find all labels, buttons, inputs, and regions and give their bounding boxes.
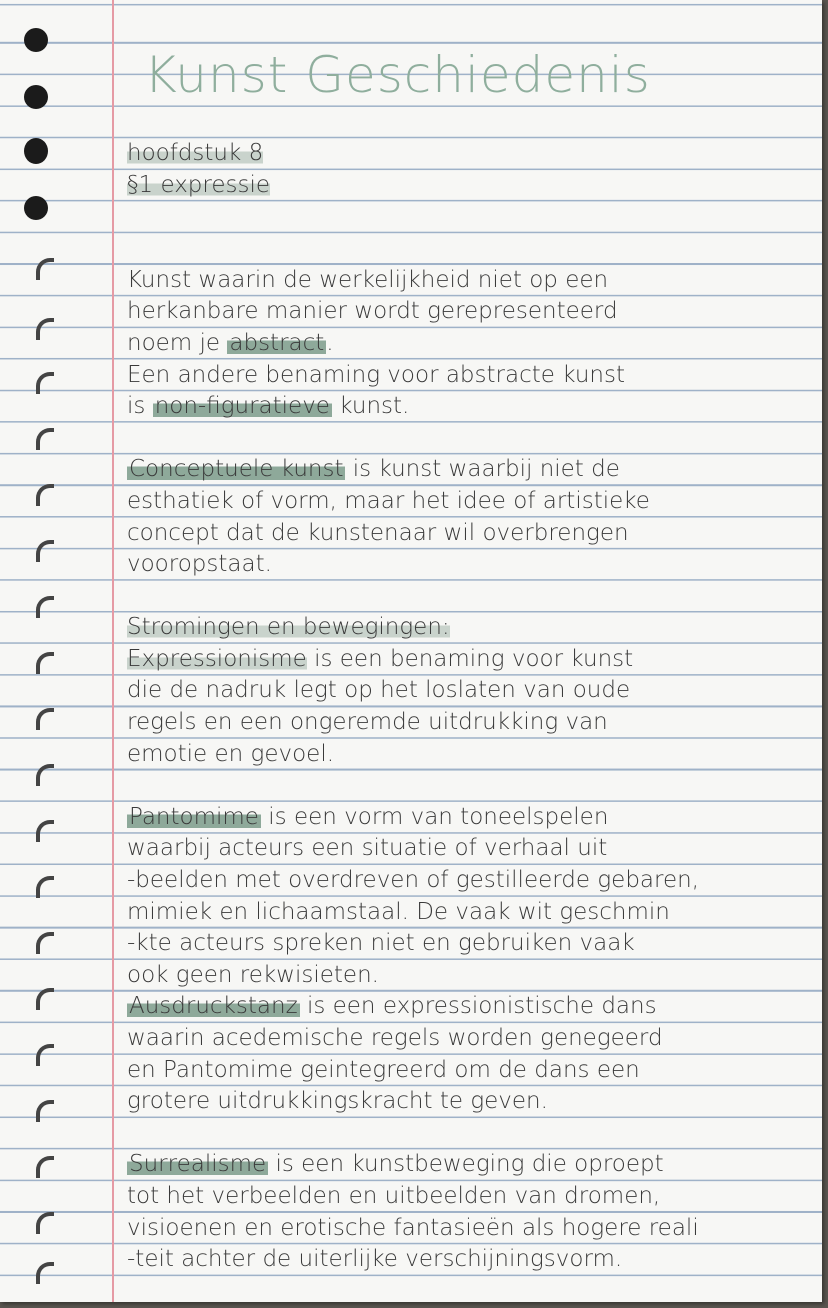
binder-ring <box>36 764 54 786</box>
text-line: concept dat de kunstenaar wil overbrengen <box>127 519 629 546</box>
binder-ring <box>36 932 54 954</box>
binder-ring <box>36 484 54 506</box>
term-pantomime: Pantomime <box>129 803 259 830</box>
text-fragment: noem je <box>127 329 228 356</box>
text-fragment: is een benaming voor kunst <box>306 645 634 672</box>
text-line: en Pantomime geintegreerd om de dans een <box>127 1056 640 1083</box>
text-fragment: is een expressionistische dans <box>299 993 657 1020</box>
binder-ring <box>36 820 54 842</box>
text-line: esthatiek of vorm, maar het idee of artistieke <box>127 487 650 514</box>
binder-ring <box>36 708 54 730</box>
text-line <box>127 644 817 676</box>
term-expressionisme: Expressionisme <box>127 645 307 672</box>
text-line <box>127 991 817 1023</box>
text-line: -teit achter de uiterlijke verschijningsvorm. <box>127 1246 623 1273</box>
binder-ring <box>36 876 54 898</box>
binder-hole <box>24 28 48 52</box>
binder-hole <box>24 138 48 164</box>
binder-ring <box>36 1156 54 1178</box>
binder-holes <box>0 0 80 1302</box>
text-line: Een andere benaming voor abstracte kunst <box>127 361 625 388</box>
section-label: §1 expressie <box>127 171 271 198</box>
text-line: -kte acteurs spreken niet en gebruiken vaak <box>127 930 635 957</box>
binder-ring <box>36 1100 54 1122</box>
binder-ring <box>36 540 54 562</box>
binder-ring <box>36 372 54 394</box>
binder-ring <box>36 1212 54 1234</box>
term-conceptuele-kunst: Conceptuele kunst <box>129 456 344 483</box>
section-heading <box>127 170 817 202</box>
text-line <box>127 802 817 834</box>
text-line: -beelden met overdreven of gestilleerde gebaren, <box>127 867 700 894</box>
binder-ring <box>36 596 54 618</box>
binder-ring <box>36 652 54 674</box>
text-line: Kunst waarin de werkelijkheid niet op een <box>127 266 609 293</box>
term-non-figuratief: non-figuratieve <box>154 393 330 420</box>
text-fragment: . <box>326 329 334 356</box>
binder-ring <box>36 988 54 1010</box>
text-line: herkanbare manier wordt gerepresenteerd <box>127 298 618 325</box>
binder-hole <box>24 196 48 220</box>
text-line <box>127 328 817 360</box>
text-line: ook geen rekwisieten. <box>127 961 379 988</box>
text-line <box>127 391 817 423</box>
text-line: visioenen en erotische fantasieën als hogere reali <box>127 1214 699 1241</box>
text-fragment: is een kunstbeweging die oproept <box>268 1151 664 1178</box>
binder-hole <box>24 85 48 109</box>
binder-ring <box>36 318 54 340</box>
term-surrealisme: Surrealisme <box>129 1151 267 1178</box>
text-line: mimiek en lichaamstaal. De vaak wit geschmin <box>127 898 670 925</box>
binder-ring <box>36 428 54 450</box>
margin-line <box>112 0 114 1302</box>
chapter-heading <box>127 138 817 170</box>
text-fragment: is een vorm van toneelspelen <box>260 803 609 830</box>
text-fragment: kunst. <box>331 393 410 420</box>
text-line: waarbij acteurs een situatie of verhaal uit <box>127 835 608 862</box>
binder-ring <box>36 1044 54 1066</box>
term-abstract: abstract <box>229 329 325 356</box>
text-line: regels en een ongeremde uitdrukking van <box>127 709 608 736</box>
text-line: vooropstaat. <box>127 551 272 578</box>
text-fragment: is <box>127 393 153 420</box>
text-line: die de nadruk legt op het loslaten van oude <box>127 677 631 704</box>
text-line <box>127 1149 817 1181</box>
chapter-label: hoofdstuk 8 <box>127 140 264 167</box>
text-fragment: is kunst waarbij niet de <box>345 456 620 483</box>
page-title: Kunst Geschiedenis <box>144 46 651 104</box>
stromingen-heading: Stromingen en bewegingen: <box>127 614 450 641</box>
term-ausdruckstanz: Ausdruckstanz <box>129 993 298 1020</box>
text-line <box>127 454 817 486</box>
text-line: tot het verbeelden en uitbeelden van dromen, <box>127 1182 661 1209</box>
notes-body <box>127 12 817 1276</box>
subheading <box>127 612 817 644</box>
text-line: waarin acedemische regels worden genegeerd <box>127 1025 663 1051</box>
binder-ring <box>36 258 54 280</box>
binder-ring <box>36 1262 54 1284</box>
text-line: emotie en gevoel. <box>127 740 335 767</box>
text-line: grotere uitdrukkingskracht te geven. <box>127 1088 548 1115</box>
